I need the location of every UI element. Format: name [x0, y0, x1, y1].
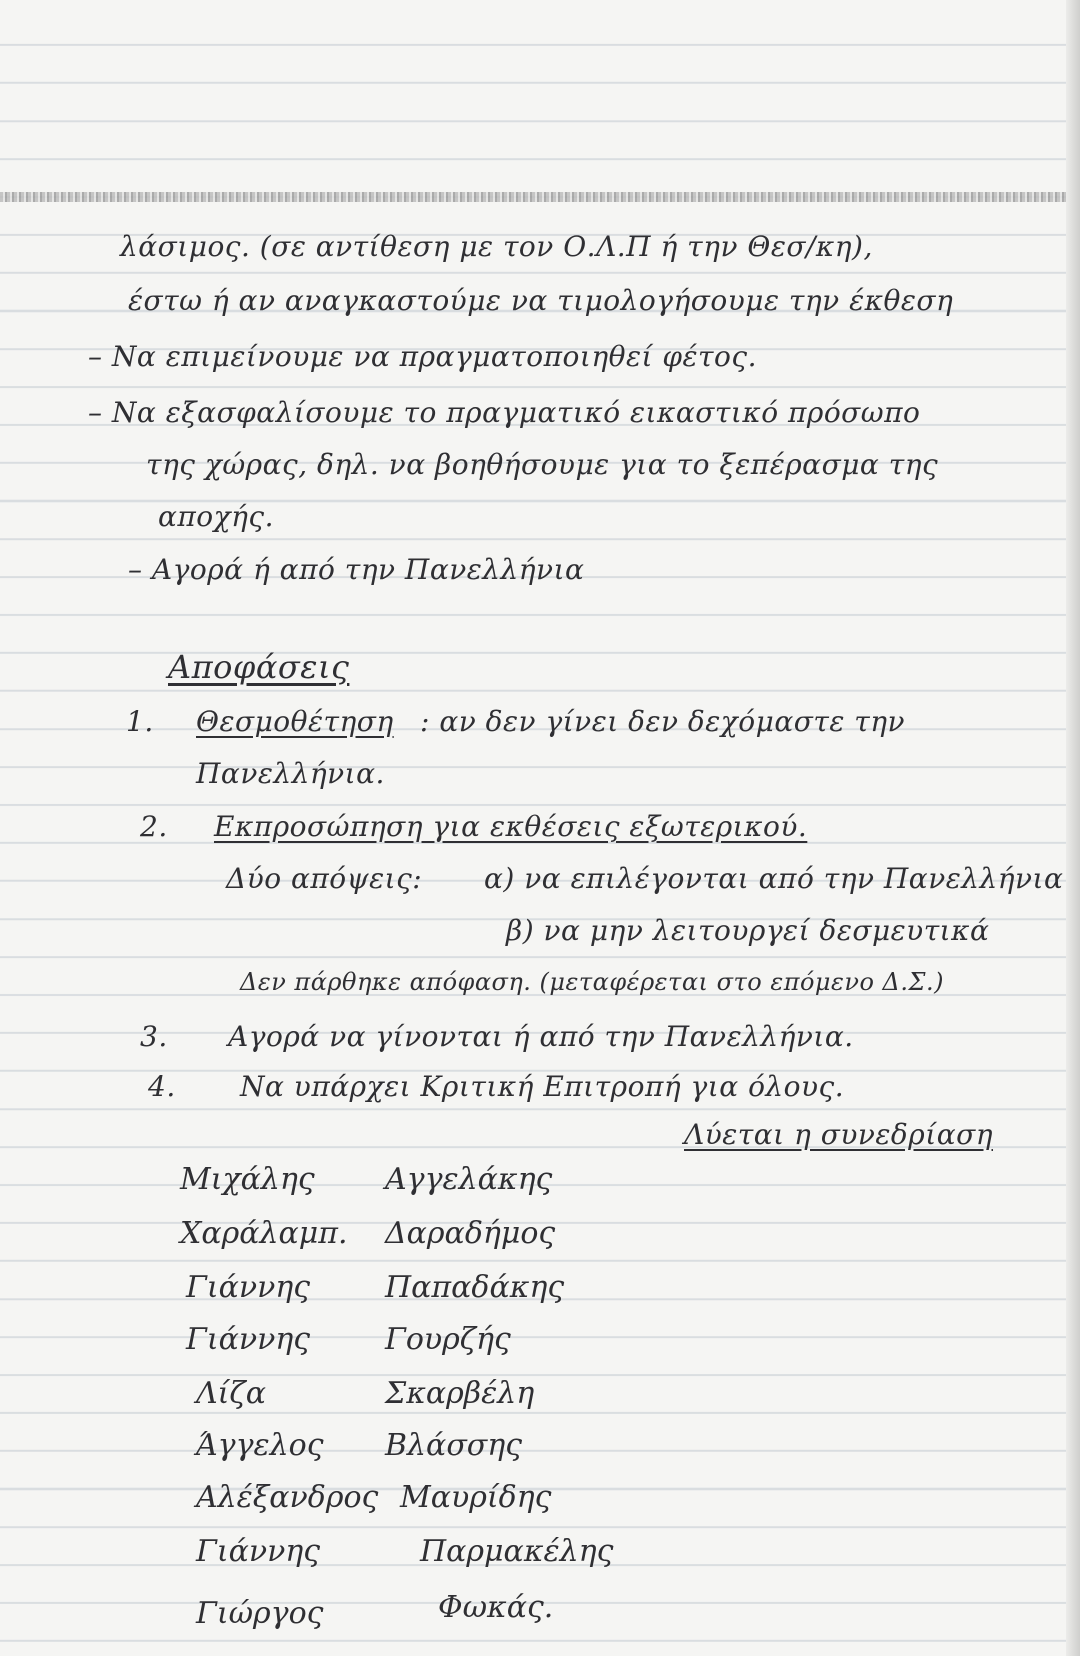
signature-last-3: Παπαδάκης [385, 1270, 565, 1305]
signature-first-8: Γιάννης [196, 1534, 321, 1569]
signature-last-4: Γουρζής [385, 1322, 511, 1357]
decision-3-number: 3. [140, 1020, 168, 1053]
decision-4-text: Να υπάρχει Κριτική Επιτροπή για όλους. [240, 1070, 845, 1103]
decision-1-label: Θεσμοθέτηση [196, 705, 394, 738]
signature-first-2: Χαράλαμπ. [180, 1216, 348, 1251]
decision-2-view-b: β) να μην λειτουργεί δεσμευτικά [506, 914, 990, 947]
signature-last-8: Παρμακέλης [420, 1534, 614, 1569]
intro-line-5: της χώρας, δηλ. να βοηθήσουμε για το ξεπέρασμα της [146, 448, 939, 481]
signature-first-6: Άγγελος [196, 1428, 324, 1463]
decision-1-text: : αν δεν γίνει δεν δεχόμαστε την [420, 705, 906, 738]
intro-line-4: – Να εξασφαλίσουμε το πραγματικό εικαστικό πρόσωπο [88, 396, 921, 429]
signature-first-9: Γιώργος [196, 1596, 324, 1631]
decisions-heading: Αποφάσεις [168, 648, 350, 686]
decision-2-views: Δύο απόψεις: [226, 862, 423, 895]
decision-2-number: 2. [140, 810, 168, 843]
intro-line-2: έστω ή αν αναγκαστούμε να τιμολογήσουμε την έκθεση [128, 284, 954, 317]
signature-last-2: Δαραδήμος [385, 1216, 556, 1251]
decision-1-cont: Πανελλήνια. [196, 757, 385, 790]
signature-first-1: Μιχάλης [180, 1162, 315, 1197]
signature-last-5: Σκαρβέλη [385, 1376, 535, 1411]
meeting-closing: Λύεται η συνεδρίαση [684, 1118, 993, 1151]
decision-3-text: Αγορά να γίνονται ή από την Πανελλήνια. [228, 1020, 854, 1053]
signature-first-7: Αλέξανδρος [196, 1480, 379, 1515]
signature-first-3: Γιάννης [186, 1270, 311, 1305]
page-binding-strip [0, 192, 1080, 202]
signature-first-5: Λίζα [196, 1376, 266, 1411]
intro-line-6: αποχής. [158, 500, 274, 533]
intro-line-3: – Να επιμείνουμε να πραγματοποιηθεί φέτος. [88, 340, 757, 373]
signature-last-6: Βλάσσης [385, 1428, 523, 1463]
decision-1-number: 1. [126, 705, 154, 738]
signature-last-7: Μαυρίδης [400, 1480, 552, 1515]
decision-2-label: Εκπροσώπηση για εκθέσεις εξωτερικού. [214, 810, 808, 843]
signature-last-1: Αγγελάκης [385, 1162, 553, 1197]
signature-first-4: Γιάννης [186, 1322, 311, 1357]
intro-line-1: λάσιμος. (σε αντίθεση με τον Ο.Λ.Π ή την Θεσ/κη), [120, 230, 873, 263]
decision-2-note: Δεν πάρθηκε απόφαση. (μεταφέρεται στο επόμενο Δ.Σ.) [240, 968, 944, 996]
decision-2-view-a: α) να επιλέγονται από την Πανελλήνια [484, 862, 1064, 895]
decision-4-number: 4. [148, 1070, 176, 1103]
page-edge-shadow [1066, 0, 1080, 1656]
signature-last-9: Φωκάς. [438, 1590, 554, 1625]
intro-line-7: – Αγορά ή από την Πανελλήνια [128, 553, 585, 586]
